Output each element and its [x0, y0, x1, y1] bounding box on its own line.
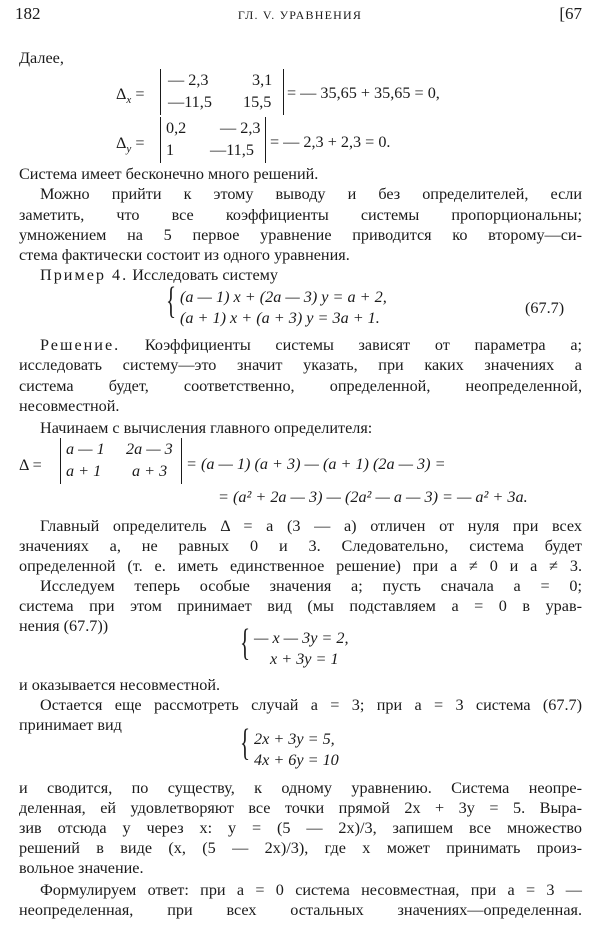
paragraph-nonzero-line-1: Главный определитель Δ = a (3 — a) отличен от нуля при всех	[40, 517, 582, 535]
main-det-r1c2: 2a — 3	[126, 440, 173, 458]
delta-y-r2c2: —11,5	[210, 141, 254, 159]
paragraph-special-line-2: система при этом принимает вид (мы подставляем a = 0 в урав-	[19, 597, 582, 615]
paragraph-answer-line-1: Формулируем ответ: при a = 0 система несовместная, при a = 3 —	[40, 881, 582, 899]
system-a0-eq1: — x — 3y = 2,	[254, 629, 349, 647]
main-det-r2c2: a + 3	[132, 462, 168, 480]
delta-y-r2c1: 1	[166, 141, 175, 159]
delta-x-symbol: $\Delta_x$ =	[116, 85, 145, 107]
intro-text: Далее,	[19, 49, 64, 67]
equation-number-67-7: (67.7)	[525, 299, 565, 317]
delta-y-r1c2: — 2,3	[220, 119, 261, 137]
system-67-7-eq2: (a + 1) x + (a + 3) y = 3a + 1.	[180, 309, 380, 327]
paragraph-case-a3-line-2: принимает вид	[19, 716, 122, 734]
paragraph-proportional-line-4: стема фактически состоит из одного уравнения.	[19, 246, 350, 264]
delta-x-rhs: = — 35,65 + 35,65 = 0,	[287, 84, 440, 102]
system-a0-eq2: x + 3y = 1	[270, 650, 339, 668]
paragraph-reduces-line-1: и сводится, по существу, к одному уравнению. Система неопре-	[19, 779, 582, 797]
delta-y-rhs: = — 2,3 + 2,3 = 0.	[270, 133, 391, 151]
example-4-heading: Пример 4. Исследовать систему	[40, 266, 278, 284]
delta-y-r1c1: 0,2	[166, 119, 187, 137]
main-det-lhs: Δ =	[19, 456, 42, 474]
paragraph-nonzero-line-3: определенной (т. е. иметь единственное решение) при a ≠ 0 и a ≠ 3.	[19, 557, 582, 575]
system-a3-eq1: 2x + 3y = 5,	[254, 730, 335, 748]
main-det-r1c1: a — 1	[66, 440, 105, 458]
solution-line-1: Решение. Коэффициенты системы зависят от параметра a;	[40, 336, 583, 354]
section-number: [67	[559, 4, 582, 23]
delta-x-r2c2: 15,5	[243, 93, 272, 111]
chapter-title: ГЛ. V. УРАВНЕНИЯ	[237, 8, 363, 22]
solution-line-3: система будет, соответственно, определенной, неопределенной,	[19, 377, 582, 395]
paragraph-special-line-1: Исследуем теперь особые значения a; пусть сначала a = 0;	[40, 577, 582, 595]
main-det-rhs-2: = (a² + 2a — 3) — (2a² — a — 3) = — a² + 3a.	[218, 488, 528, 506]
paragraph-reduces-line-3: зив отсюда y через x: y = (5 — 2x)/3, запишем все множество	[19, 819, 582, 837]
paragraph-special-line-3: нения (67.7))	[19, 617, 109, 635]
paragraph-main-determinant: Начинаем с вычисления главного определителя:	[40, 419, 373, 437]
paragraph-nonzero-line-2: значениях a, не равных 0 и 3. Следовательно, система будет	[19, 537, 582, 555]
paragraph-inconsistent: и оказывается несовместной.	[19, 676, 221, 694]
page-number: 182	[15, 4, 41, 23]
paragraph-reduces-line-2: деленная, ей удовлетворяют все точки прямой 2x + 3y = 5. Выра-	[19, 799, 582, 817]
main-det-rhs-1: = (a — 1) (a + 3) — (a + 1) (2a — 3) =	[186, 455, 446, 473]
system-67-7-eq1: (a — 1) x + (2a — 3) y = a + 2,	[180, 288, 387, 306]
delta-x-r2c1: —11,5	[168, 93, 212, 111]
solution-line-4: несовместной.	[19, 397, 120, 415]
delta-x-r1c2: 3,1	[252, 71, 273, 89]
paragraph-reduces-line-4: решений в виде (x, (5 — 2x)/3), где x может принимать произ-	[19, 839, 582, 857]
paragraph-reduces-line-5: вольное значение.	[19, 859, 144, 877]
paragraph-proportional-line-3: умножением на 5 первое уравнение приводится ко второму—си-	[19, 226, 582, 244]
paragraph-case-a3-line-1: Остается еще рассмотреть случай a = 3; при a = 3 система (67.7)	[40, 696, 582, 714]
paragraph-proportional-line-1: Можно прийти к этому выводу и без определителей, если	[40, 185, 582, 203]
delta-x-r1c1: — 2,3	[168, 71, 209, 89]
paragraph-infinite-solutions: Система имеет бесконечно много решений.	[19, 165, 319, 183]
paragraph-proportional-line-2: заметить, что все коэффициенты системы пропорциональны;	[19, 206, 582, 224]
delta-y-symbol: $\Delta_y$ =	[116, 134, 145, 156]
system-a3-eq2: 4x + 6y = 10	[254, 751, 339, 769]
paragraph-answer-line-2: неопределенная, при всех остальных значениях—определенная.	[19, 901, 582, 919]
main-det-r2c1: a + 1	[66, 462, 102, 480]
solution-line-2: исследовать систему—это значит указать, при каких значениях a	[19, 356, 582, 374]
